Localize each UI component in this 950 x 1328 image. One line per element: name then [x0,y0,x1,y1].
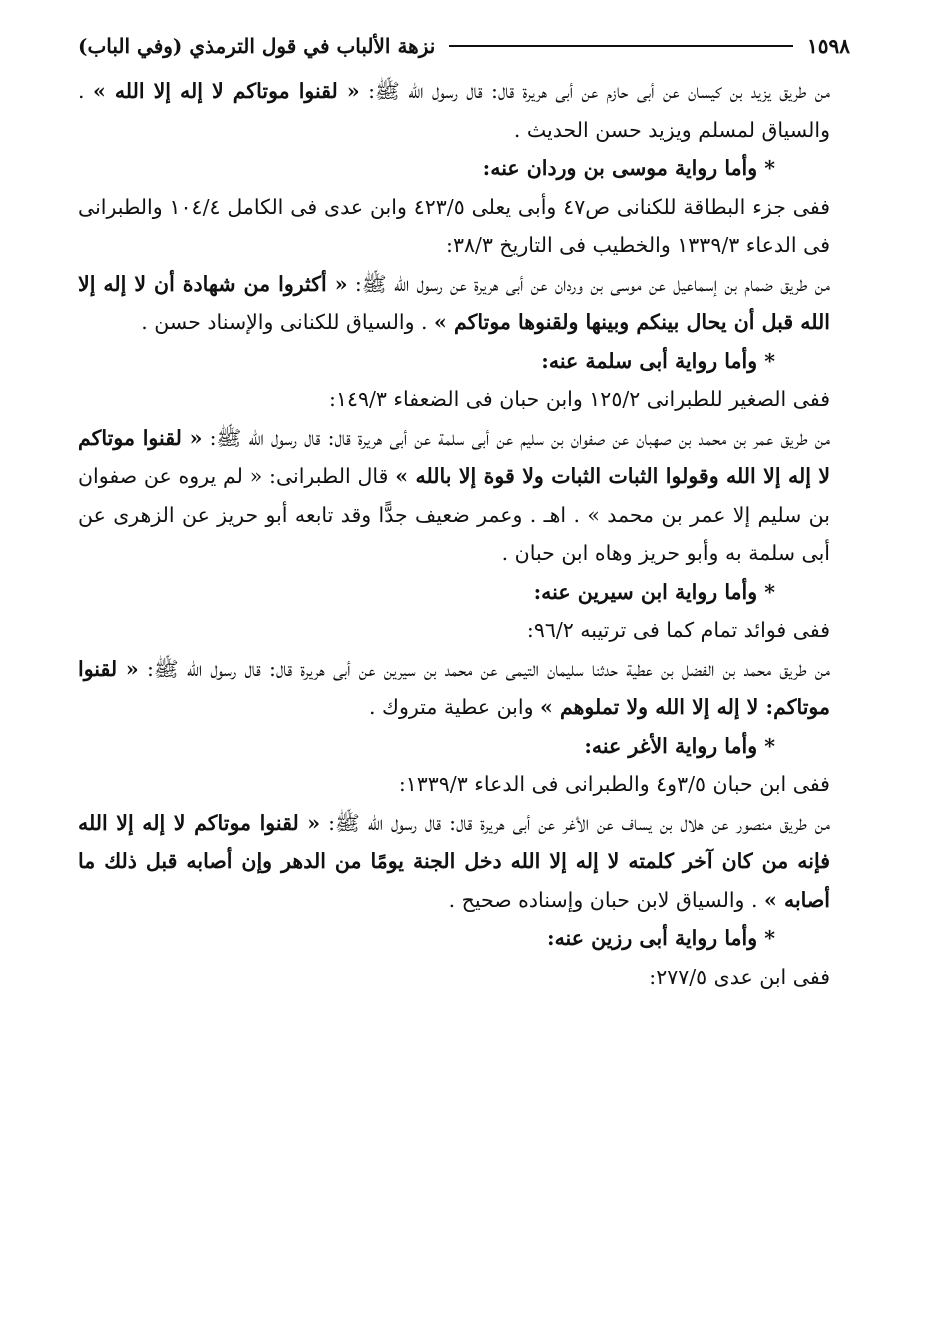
page-number: ١٥٩٨ [807,34,850,58]
text-run: ففى جزء البطاقة للكنانى ص٤٧ وأبى يعلى ٤٢٣/٥ وابن عدى فى الكامل ١٠٤/٤ والطبرانى فى الدعاء ١٣٣٩/٣ والخطيب فى التاريخ ٣٨/٣: [78,194,830,257]
paragraph [78,958,840,997]
paragraph [78,650,840,727]
header-rule [449,45,793,47]
text-run: . والسياق لابن حبان وإسناده صحيح . [448,887,764,912]
text-run: ففى فوائد تمام كما فى ترتيبه ٩٦/٢: [526,618,830,642]
hadith-quote: « لقنوا موتاكم: لا إله إلا الله ولا تملوهم » [78,656,830,719]
paragraph [78,380,840,419]
page-header [78,28,850,64]
paragraph [78,611,840,650]
hadith-quote: « لقنوا موتاكم لا إله إلا الله » [92,79,360,103]
text-run: . والسياق لمسلم ويزيد حسن الحديث . [78,79,830,142]
paragraph [78,265,840,342]
text-run: وابن عطية متروك . [369,695,541,719]
text-run: من طريق منصور عن هلال بن يساف عن الأغر عن أبى هريرة قال: قال رسول الله ﷺ: [320,810,830,835]
section-heading: * وأما رواية الأغر عنه: [584,733,775,758]
text-run: من طريق ضمام بن إسماعيل عن موسى بن وردان عن أبى هريرة عن رسول الله ﷺ: [347,271,830,296]
page-body [78,72,840,996]
text-run: . والسياق للكنانى والإسناد حسن . [141,310,435,334]
section-heading: * وأما رواية ابن سيرين عنه: [533,579,775,604]
running-title: نزهة الألباب في قول الترمذي (وفي الباب) [78,34,436,58]
paragraph [78,804,840,920]
paragraph [78,419,840,573]
section-heading: * وأما رواية أبى سلمة عنه: [541,348,775,373]
hadith-quote: « لقنوا موتاكم لا إله إلا الله وقولوا الثبات الثبات ولا قوة إلا بالله » [78,425,831,488]
text-run: ففى ابن حبان ٣/٥و٤ والطبرانى فى الدعاء ١٣٣٩/٣: [398,772,830,796]
text-run: من طريق محمد بن الفضل بن عطية حدثنا سليمان التيمى عن محمد بن سيرين عن أبى هريرة قال: قال رسول الله ﷺ: [138,656,830,681]
hadith-quote: « لقنوا موتاكم لا إله إلا الله فإنه من كان آخر كلمته لا إله إلا الله دخل الجنة يومًا من الدهر وإن أصابه قبل ذلك ما أصابه » [78,810,830,912]
text-run: قال الطبرانى: « لم يروه عن صفوان بن سليم إلا عمر بن محمد » . اهـ . وعمر ضعيف جدًّا وقد تابعه أبو حريز عن الزهرى عن أبى سلمة به وأبو حريز وهاه ابن حبان . [78,464,830,565]
text-run: ففى ابن عدى ٢٧٧/٥: [649,964,830,989]
text-run: من طريق يزيد بن كيسان عن أبى حازم عن أبى هريرة قال: قال رسول الله ﷺ: [359,79,830,103]
hadith-quote: « أكثروا من شهادة أن لا إله إلا الله قبل أن يحال بينكم وبينها ولقنوها موتاكم » [78,271,830,334]
text-run: ففى الصغير للطبرانى ١٢٥/٢ وابن حبان فى الضعفاء ١٤٩/٣: [329,387,830,411]
section-heading: * وأما رواية موسى بن وردان عنه: [482,156,775,180]
text-run: من طريق عمر بن محمد بن صهبان عن صفوان بن سليم عن أبى سلمة عن أبى هريرة قال: قال رسول الله ﷺ: [202,425,830,450]
paragraph [78,188,840,265]
paragraph [78,765,840,804]
paragraph [78,72,840,149]
section-heading: * وأما رواية أبى رزين عنه: [547,926,775,950]
